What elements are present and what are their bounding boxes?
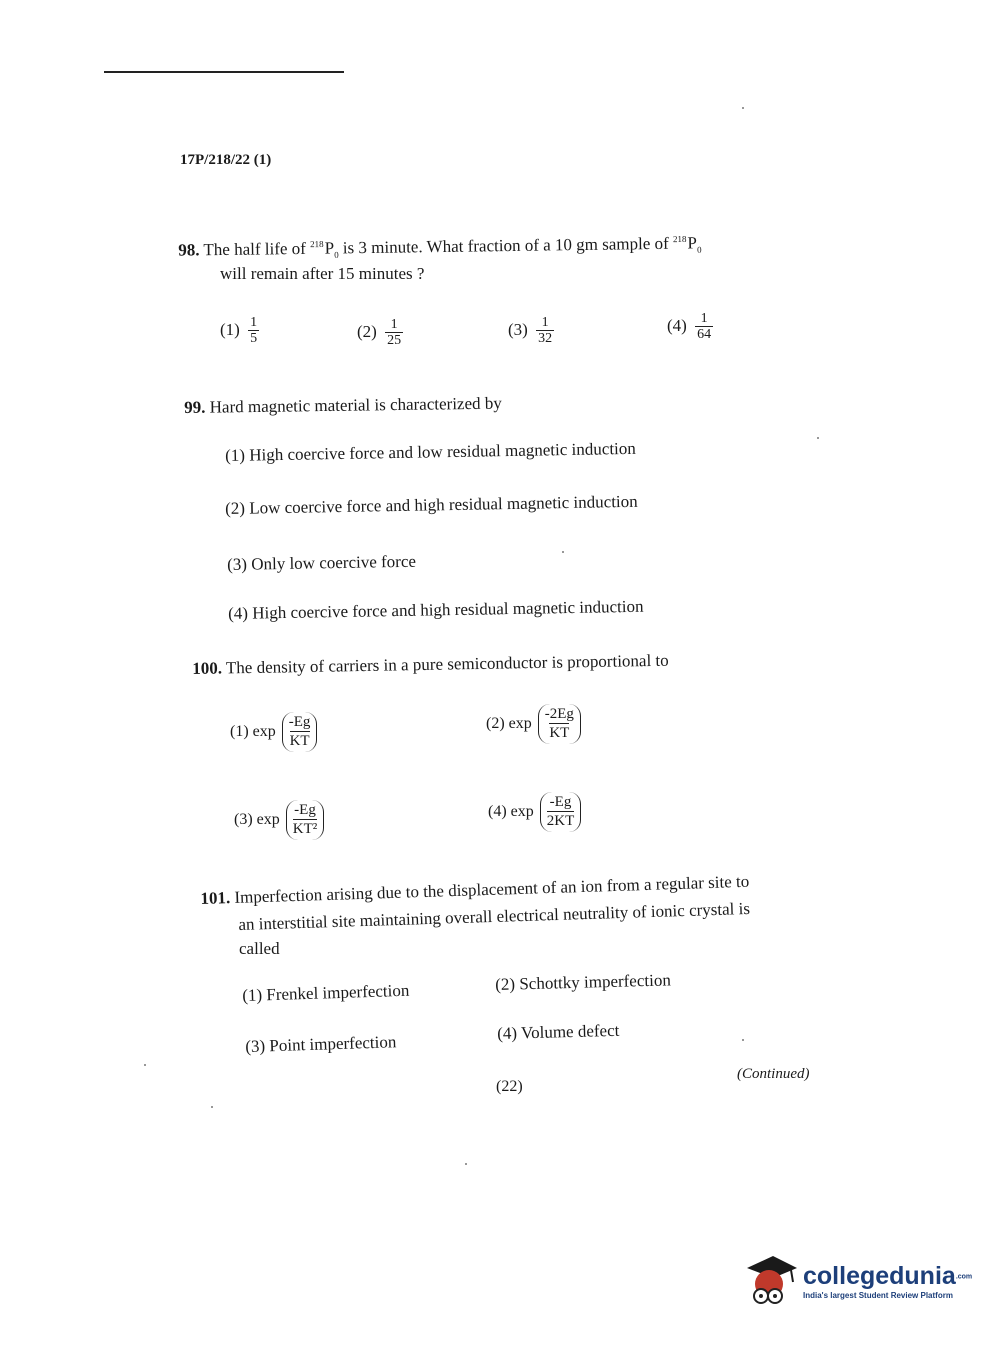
question-100 bbox=[192, 647, 669, 683]
top-rule bbox=[104, 71, 344, 73]
q98-option-2 bbox=[357, 318, 403, 348]
scan-speck bbox=[817, 437, 819, 439]
question-text-part: The half life of bbox=[203, 238, 307, 260]
q100-option-2 bbox=[486, 704, 581, 744]
numerator: -Eg bbox=[549, 794, 572, 810]
question-number: 100. bbox=[192, 658, 223, 678]
denominator: 32 bbox=[538, 331, 553, 346]
numerator: 1 bbox=[700, 311, 708, 326]
logo-wordmark bbox=[803, 1262, 972, 1291]
scan-speck bbox=[742, 1039, 744, 1041]
q100-option-1 bbox=[230, 712, 317, 752]
question-text: The density of carriers in a pure semiconductor is proportional to bbox=[225, 650, 669, 678]
continued-note: (Continued) bbox=[737, 1066, 810, 1082]
logo-domain: .com bbox=[955, 1273, 973, 1281]
mascot-icon bbox=[743, 1254, 797, 1308]
fraction bbox=[695, 312, 713, 342]
q101-option-3: (3) Point imperfection bbox=[245, 1032, 397, 1056]
exp-function: exp bbox=[252, 723, 276, 740]
numerator: -Eg bbox=[294, 802, 316, 818]
collegedunia-logo bbox=[743, 1254, 972, 1308]
denominator: 2KT bbox=[546, 813, 575, 829]
parenthesized-fraction bbox=[538, 704, 581, 744]
q101-option-1: (1) Frenkel imperfection bbox=[242, 980, 410, 1005]
page-number: (22) bbox=[496, 1078, 523, 1095]
question-number: 101. bbox=[200, 888, 231, 908]
fraction bbox=[536, 316, 554, 346]
exp-function: exp bbox=[508, 715, 532, 732]
option-label: (1) bbox=[220, 319, 240, 339]
option-label: (2) bbox=[357, 321, 377, 341]
exp-function: exp bbox=[510, 803, 534, 820]
isotope-mass: 218 bbox=[672, 233, 687, 245]
isotope-mass: 218 bbox=[310, 238, 324, 250]
numerator: -2Eg bbox=[544, 706, 574, 722]
q98-option-4 bbox=[667, 312, 713, 342]
question-text-part: is 3 minute. What fraction of a 10 gm sample of bbox=[342, 233, 669, 258]
denominator: KT bbox=[289, 733, 310, 749]
paper-code: 17P/218/22 (1) bbox=[180, 152, 272, 168]
numerator: 1 bbox=[250, 315, 258, 330]
logo-name: collegedunia bbox=[803, 1261, 956, 1290]
denominator: KT² bbox=[292, 821, 318, 837]
scan-speck bbox=[144, 1064, 146, 1066]
q99-option-4: (4) High coercive force and high residual magnetic induction bbox=[228, 596, 644, 623]
numerator: 1 bbox=[541, 315, 549, 330]
logo-tagline: India's largest Student Review Platform bbox=[803, 1291, 953, 1301]
scan-speck bbox=[211, 1106, 213, 1108]
q99-option-3: (3) Only low coercive force bbox=[227, 551, 417, 574]
q101-option-4: (4) Volume defect bbox=[497, 1020, 620, 1043]
scan-speck bbox=[465, 1163, 467, 1165]
element-subscript: 0 bbox=[334, 249, 339, 260]
question-99 bbox=[184, 390, 502, 422]
q101-option-2: (2) Schottky imperfection bbox=[495, 970, 672, 994]
option-label: (4) bbox=[667, 315, 687, 335]
numerator: -Eg bbox=[288, 714, 311, 730]
question-number: 98. bbox=[178, 240, 200, 260]
parenthesized-fraction bbox=[282, 712, 318, 752]
q100-option-4 bbox=[488, 792, 581, 832]
question-text-line: Imperfection arising due to the displacement of an ion from a regular site to bbox=[234, 871, 750, 907]
option-label: (4) bbox=[488, 803, 507, 820]
parenthesized-fraction bbox=[540, 792, 582, 832]
scan-speck bbox=[742, 107, 744, 109]
question-text: Hard magnetic material is characterized by bbox=[209, 393, 502, 417]
option-label: (1) bbox=[230, 723, 249, 740]
element-symbol: P bbox=[687, 233, 698, 253]
numerator: 1 bbox=[390, 317, 398, 332]
q99-option-1: (1) High coercive force and low residual magnetic induction bbox=[225, 438, 636, 465]
denominator: 64 bbox=[697, 327, 712, 342]
option-label: (3) bbox=[234, 811, 253, 828]
denominator: 25 bbox=[387, 333, 402, 348]
option-label: (2) bbox=[486, 715, 505, 732]
denominator: 5 bbox=[250, 331, 258, 346]
scan-speck bbox=[562, 551, 564, 553]
question-101-line3: called bbox=[239, 939, 280, 958]
q98-option-1 bbox=[220, 316, 259, 346]
q98-option-3 bbox=[508, 316, 554, 346]
element-subscript: 0 bbox=[696, 244, 702, 255]
fraction bbox=[385, 318, 403, 348]
question-98-line2: will remain after 15 minutes ? bbox=[220, 264, 425, 283]
question-101-line2: an interstitial site maintaining overall electrical neutrality of ionic crystal is bbox=[238, 898, 751, 934]
q100-option-3 bbox=[234, 800, 324, 840]
option-label: (3) bbox=[508, 319, 528, 339]
parenthesized-fraction bbox=[286, 800, 325, 840]
exp-function: exp bbox=[256, 811, 280, 828]
denominator: KT bbox=[549, 725, 570, 741]
fraction bbox=[248, 316, 259, 346]
element-symbol: P bbox=[324, 238, 335, 258]
q99-option-2: (2) Low coercive force and high residual magnetic induction bbox=[225, 491, 638, 518]
question-number: 99. bbox=[184, 397, 206, 417]
